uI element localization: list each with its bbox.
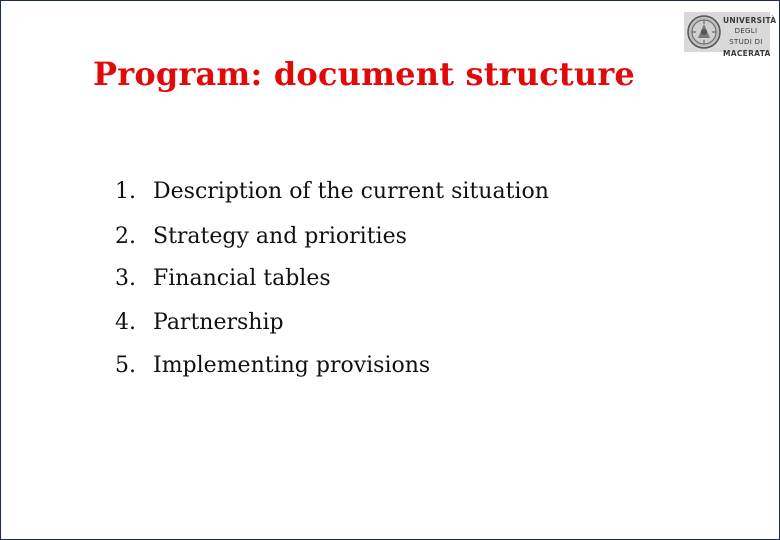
logo-line-2: DEGLI STUDI DI bbox=[729, 27, 763, 46]
item-text: Partnership bbox=[153, 310, 284, 335]
university-logo bbox=[684, 12, 777, 58]
logo-line-1: UNIVERSITÀ bbox=[723, 16, 777, 25]
list-item bbox=[115, 179, 549, 207]
slide-title: Program: document structure bbox=[93, 55, 635, 93]
item-number: 3. bbox=[115, 266, 136, 291]
list-item bbox=[115, 310, 284, 338]
item-number: 1. bbox=[115, 179, 136, 204]
item-text: Description of the current situation bbox=[153, 179, 549, 204]
logo-line-3: MACERATA bbox=[723, 49, 771, 58]
item-text: Financial tables bbox=[153, 266, 331, 291]
list-item bbox=[115, 266, 331, 294]
item-number: 2. bbox=[115, 224, 136, 249]
item-text: Implementing provisions bbox=[153, 353, 431, 378]
item-number: 4. bbox=[115, 310, 136, 335]
list-item bbox=[115, 224, 407, 252]
item-number: 5. bbox=[115, 353, 136, 378]
seal-icon bbox=[684, 12, 724, 52]
list-item bbox=[115, 353, 430, 381]
logo-wordmark bbox=[723, 15, 777, 59]
item-text: Strategy and priorities bbox=[153, 224, 407, 249]
